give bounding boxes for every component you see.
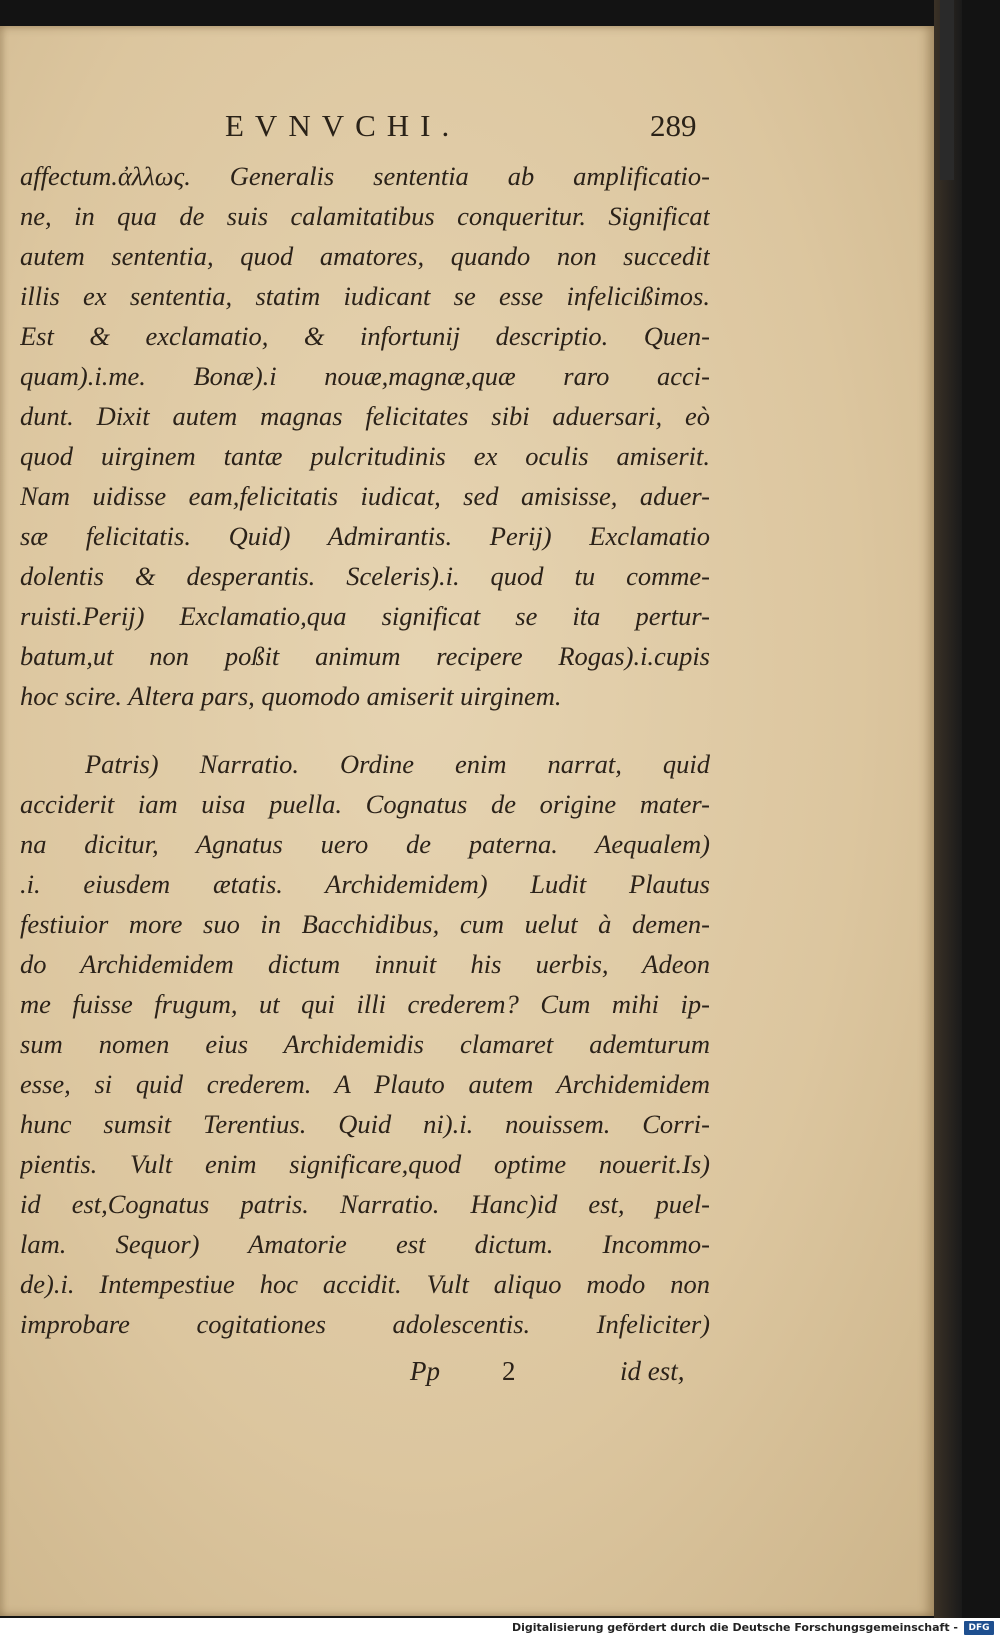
text-line: batum,ut non poßit animum recipere Rogas).i.cupis bbox=[20, 641, 710, 671]
book-edge bbox=[934, 0, 962, 1618]
text-line: hoc scire. Altera pars, quomodo amiserit uirginem. bbox=[20, 681, 562, 711]
catchword: id est, bbox=[620, 1356, 685, 1386]
text-line: autem sententia, quod amatores, quando non succedit bbox=[20, 241, 710, 271]
text-line: ne, in qua de suis calamitatibus conqueritur. Significat bbox=[20, 201, 710, 231]
running-head-title: EVNVCHI. bbox=[225, 108, 461, 143]
text-line: improbare cogitationes adolescentis. Infeliciter) bbox=[20, 1309, 710, 1339]
text-line: Est & exclamatio, & infortunij descriptio. Quen- bbox=[20, 321, 710, 351]
text-line: affectum.ἀλλως. Generalis sententia ab amplificatio- bbox=[20, 161, 710, 191]
page-number: 289 bbox=[650, 108, 697, 143]
text-line: esse, si quid crederem. A Plauto autem Archidemidem bbox=[20, 1069, 710, 1099]
text-line: acciderit iam uisa puella. Cognatus de origine mater- bbox=[20, 789, 710, 819]
text-line: festiuior more suo in Bacchidibus, cum uelut à demen- bbox=[20, 909, 710, 939]
signature-line bbox=[410, 1356, 710, 1396]
text-line: id est,Cognatus patris. Narratio. Hanc)id est, puel- bbox=[20, 1189, 710, 1219]
text-line: hunc sumsit Terentius. Quid ni).i. nouissem. Corri- bbox=[20, 1109, 710, 1139]
text-line: do Archidemidem dictum innuit his uerbis, Adeon bbox=[20, 949, 710, 979]
text-line: quam).i.me. Bonæ).i nouæ,magnæ,quæ raro acci- bbox=[20, 361, 710, 391]
text-line: dolentis & desperantis. Sceleris).i. quod tu comme- bbox=[20, 561, 710, 591]
text-line: sum nomen eius Archidemidis clamaret ademturum bbox=[20, 1029, 710, 1059]
text-line: me fuisse frugum, ut qui illi crederem? Cum mihi ip- bbox=[20, 989, 710, 1019]
text-line: .i. eiusdem ætatis. Archidemidem) Ludit Plautus bbox=[20, 869, 710, 899]
footer-credit: Digitalisierung gefördert durch die Deutsche Forschungsgemeinschaft - bbox=[511, 1621, 958, 1634]
dfg-logo-icon: DFG bbox=[964, 1621, 994, 1635]
running-head bbox=[0, 108, 934, 148]
text-line: sæ felicitatis. Quid) Admirantis. Perij) Exclamatio bbox=[20, 521, 710, 551]
footer-bar bbox=[0, 1618, 1000, 1639]
text-line: na dicitur, Agnatus uero de paterna. Aequalem) bbox=[20, 829, 710, 859]
text-line: dunt. Dixit autem magnas felicitates sibi aduersari, eò bbox=[20, 401, 710, 431]
text-line: illis ex sententia, statim iudicant se esse infelicißimos. bbox=[20, 281, 710, 311]
signature-number: 2 bbox=[502, 1356, 516, 1386]
text-line: ruisti.Perij) Exclamatio,qua significat se ita pertur- bbox=[20, 601, 710, 631]
text-line: quod uirginem tantæ pulcritudinis ex oculis amiserit. bbox=[20, 441, 710, 471]
text-line: pientis. Vult enim significare,quod optime nouerit.Is) bbox=[20, 1149, 710, 1179]
text-body bbox=[20, 156, 710, 1344]
signature-mark: Pp bbox=[410, 1356, 440, 1386]
book-page bbox=[0, 26, 934, 1616]
text-line: Nam uidisse eam,felicitatis iudicat, sed amisisse, aduer- bbox=[20, 481, 710, 511]
paragraph-gap bbox=[20, 716, 710, 744]
text-line: Patris) Narratio. Ordine enim narrat, quid bbox=[85, 749, 710, 779]
text-line: lam. Sequor) Amatorie est dictum. Incommo- bbox=[20, 1229, 710, 1259]
text-line: de).i. Intempestiue hoc accidit. Vult aliquo modo non bbox=[20, 1269, 710, 1299]
scan-clip bbox=[940, 0, 954, 180]
